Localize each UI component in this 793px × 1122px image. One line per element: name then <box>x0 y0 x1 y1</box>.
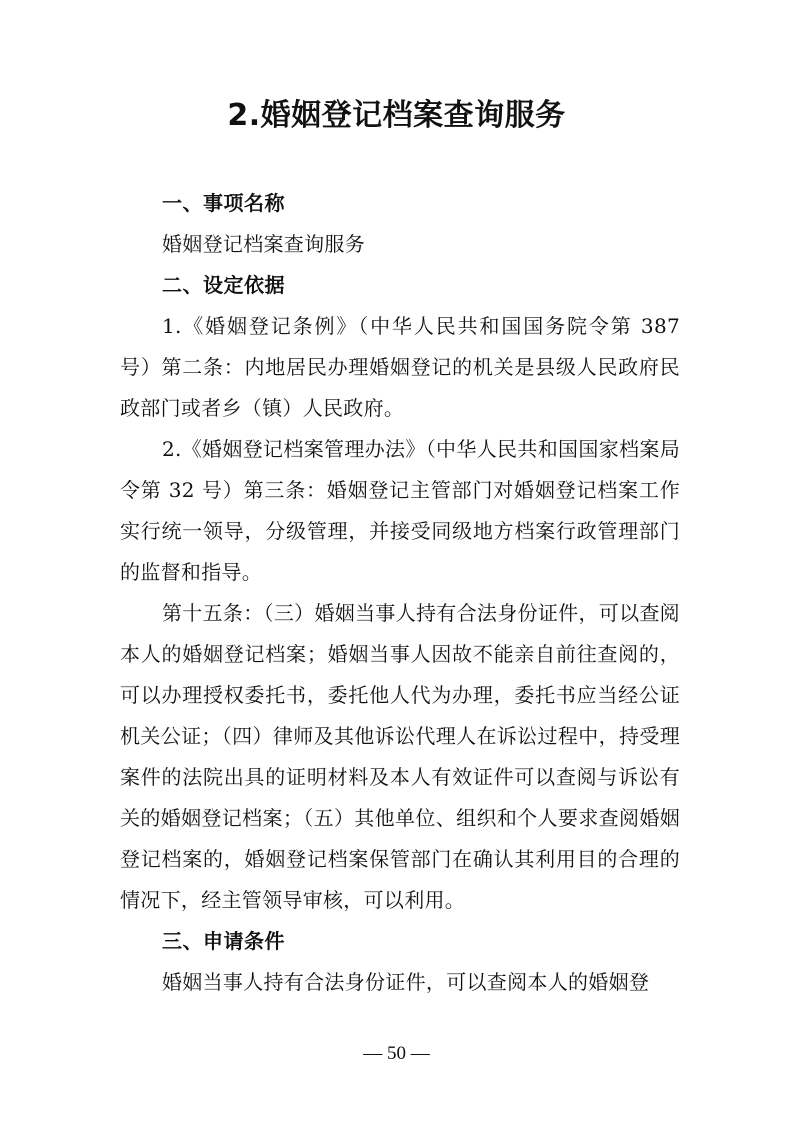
section-heading-basis: 二、设定依据 <box>162 273 285 297</box>
basis-paragraph-3: 第十五条：（三）婚姻当事人持有合法身份证件，可以查阅本人的婚姻登记档案；婚姻当事人因故不能亲自前往查阅的，可以办理授权委托书，委托他人代为办理，委托书应当经公证机关公证；（四）律师及其他诉讼代理人在诉讼过程中，持受理案件的法院出具的证明材料及本人有效证件可以查阅与诉讼有关的婚姻登记档案；（五）其他单位、组织和个人要求查阅婚姻登记档案的，婚姻登记档案保管部门在确认其利用目的合理的情况下，经主管领导审核，可以利用。 <box>120 601 680 912</box>
item-name-paragraph: 婚姻登记档案查询服务 <box>162 232 365 256</box>
section-heading-item-name: 一、事项名称 <box>162 191 285 215</box>
page-number: — 50 — <box>363 1043 430 1064</box>
basis-paragraph-2: 2.《婚姻登记档案管理办法》（中华人民共和国国家档案局令第 32 号）第三条：婚姻登记主管部门对婚姻登记档案工作实行统一领导，分级管理，并接受同级地方档案行政管理部门的监督和指导。 <box>120 437 680 584</box>
section-heading-conditions: 三、申请条件 <box>162 929 285 953</box>
conditions-paragraph-1: 婚姻当事人持有合法身份证件，可以查阅本人的婚姻登 <box>162 970 650 994</box>
document-body <box>120 183 680 1003</box>
basis-paragraph-1: 1.《婚姻登记条例》（中华人民共和国国务院令第 387 号）第二条：内地居民办理婚姻登记的机关是县级人民政府民政部门或者乡（镇）人民政府。 <box>120 314 680 420</box>
page-title: 2.婚姻登记档案查询服务 <box>227 98 566 133</box>
